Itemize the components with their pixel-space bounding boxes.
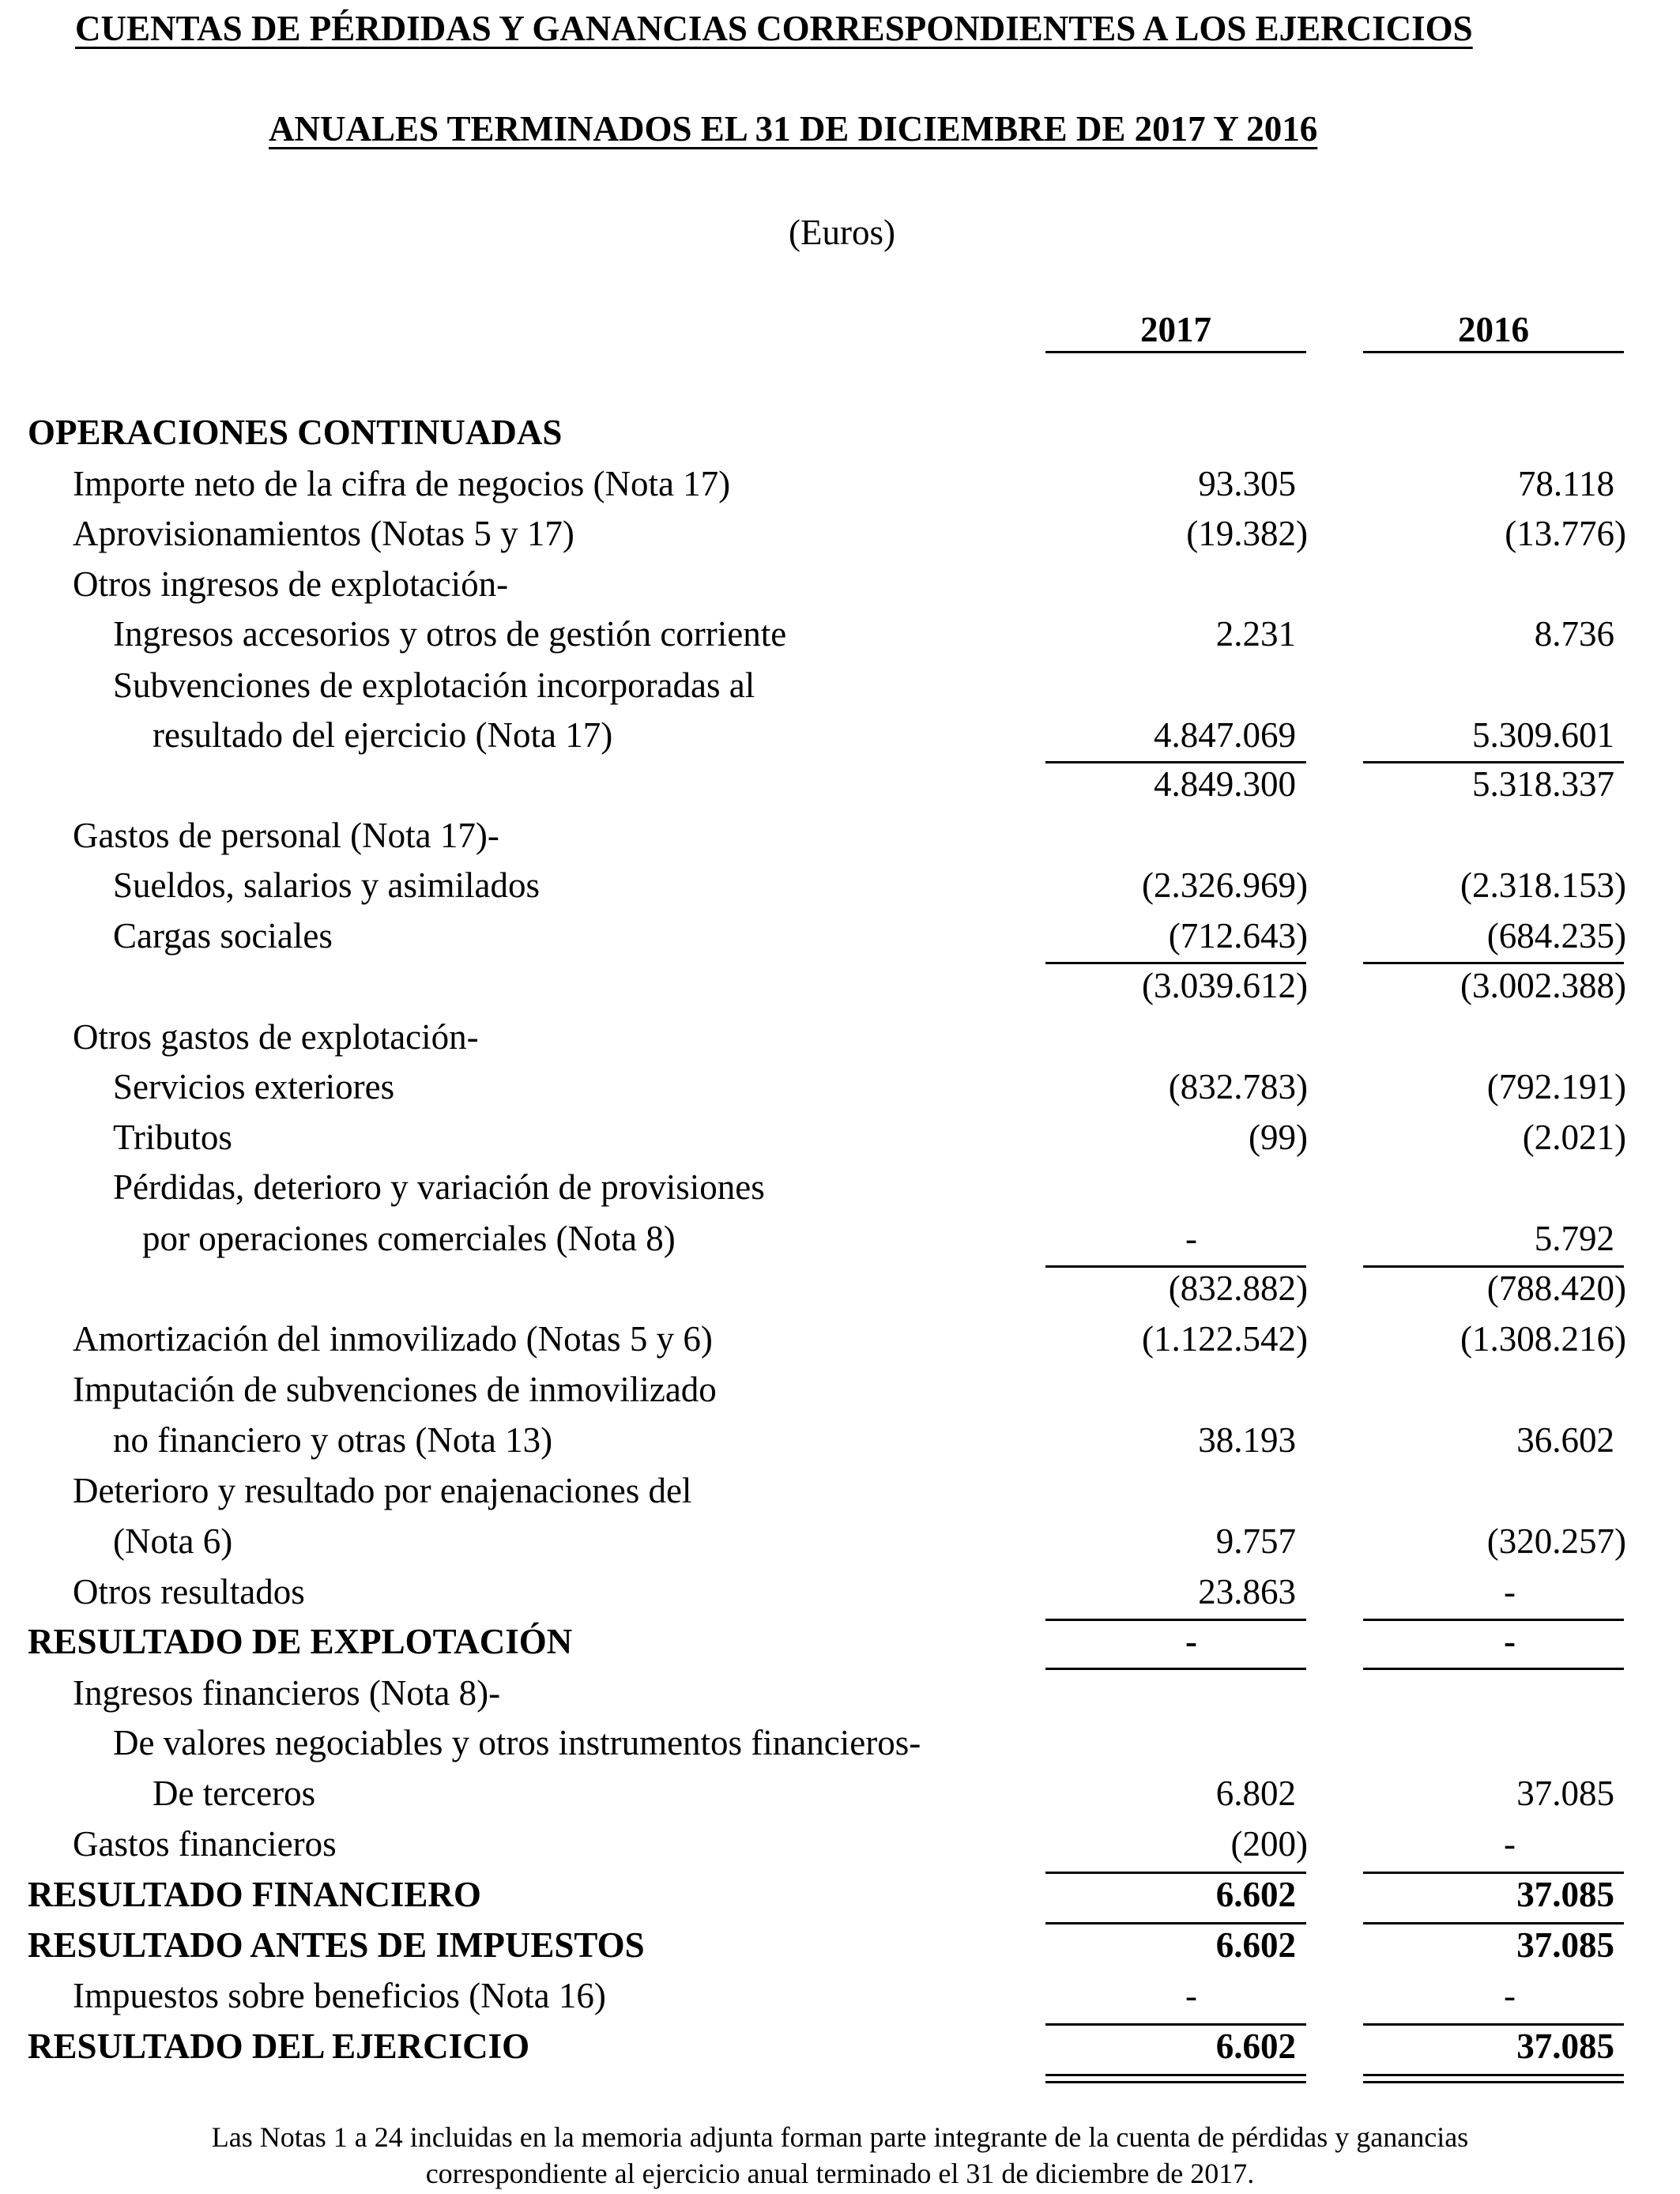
- row-label: OPERACIONES CONTINUADAS: [28, 413, 563, 452]
- total-rule-2016: [1363, 761, 1624, 763]
- title-line-1: CUENTAS DE PÉRDIDAS Y GANANCIAS CORRESPONDIENTES A LOS EJERCICIOS: [75, 9, 1473, 48]
- row-value-2017: (200): [1230, 1824, 1308, 1864]
- total-rule-2017: [1045, 1872, 1306, 1874]
- row-value-2016: 5.318.337: [1472, 764, 1614, 804]
- row-label: Subvenciones de explotación incorporadas al: [113, 665, 755, 705]
- row-label: no financiero y otras (Nota 13): [113, 1420, 553, 1460]
- total-rule-2017: [1045, 761, 1306, 763]
- row-value-2017: 4.847.069: [1154, 715, 1296, 755]
- row-value-2016: (2.021): [1522, 1118, 1626, 1157]
- double-rule-2017: [1045, 2081, 1306, 2083]
- total-rule-2016: [1363, 1668, 1624, 1670]
- row-value-2016: (684.235): [1486, 916, 1626, 956]
- total-rule-2016: [1363, 1619, 1624, 1621]
- row-value-2017: (712.643): [1168, 916, 1308, 956]
- row-label: RESULTADO DE EXPLOTACIÓN: [28, 1622, 573, 1661]
- total-rule-2017: [1045, 1922, 1306, 1924]
- row-value-2017: 23.863: [1198, 1572, 1296, 1612]
- row-label: Impuestos sobre beneficios (Nota 16): [73, 1976, 606, 2015]
- row-label: (Nota 6): [113, 1521, 233, 1561]
- row-value-2016: (320.257): [1486, 1521, 1626, 1561]
- total-rule-2017: [1045, 1619, 1306, 1621]
- row-label: Ingresos accesorios y otros de gestión corriente: [113, 614, 787, 654]
- footnote-line-2: correspondiente al ejercicio anual terminado el 31 de diciembre de 2017.: [425, 2158, 1255, 2189]
- row-value-2016: (2.318.153): [1460, 865, 1626, 905]
- column-header-rule-2016: [1363, 351, 1624, 353]
- row-label: Ingresos financieros (Nota 8)-: [73, 1673, 501, 1713]
- row-value-2016: -: [1504, 1622, 1516, 1661]
- row-value-2016: 5.792: [1534, 1219, 1614, 1258]
- row-value-2016: 5.309.601: [1472, 715, 1614, 755]
- row-value-2016: (788.420): [1486, 1269, 1626, 1308]
- row-value-2017: 6.602: [1215, 1925, 1296, 1965]
- row-value-2016: -: [1504, 1976, 1516, 2015]
- row-value-2016: 36.602: [1516, 1420, 1614, 1460]
- total-rule-2017: [1045, 962, 1306, 964]
- row-value-2016: (792.191): [1486, 1067, 1626, 1106]
- row-value-2017: (1.122.542): [1142, 1319, 1308, 1359]
- row-label: Pérdidas, deterioro y variación de provisiones: [113, 1167, 765, 1207]
- row-label: Deterioro y resultado por enajenaciones del: [73, 1471, 692, 1510]
- row-value-2017: 4.849.300: [1154, 764, 1296, 804]
- row-value-2017: (19.382): [1186, 514, 1308, 553]
- double-rule-2016: [1363, 2081, 1624, 2083]
- row-value-2016: 37.085: [1516, 1774, 1614, 1813]
- row-label: Otros gastos de explotación-: [73, 1017, 479, 1057]
- row-value-2017: 2.231: [1215, 614, 1296, 654]
- row-label: Importe neto de la cifra de negocios (Nota 17): [73, 464, 731, 503]
- row-label: RESULTADO ANTES DE IMPUESTOS: [28, 1925, 645, 1965]
- row-label: Sueldos, salarios y asimilados: [113, 865, 540, 905]
- row-value-2016: 37.085: [1516, 1925, 1614, 1965]
- row-value-2017: -: [1185, 1219, 1197, 1258]
- row-value-2016: 37.085: [1516, 2026, 1614, 2066]
- row-label: Tributos: [113, 1118, 232, 1157]
- row-label: Otros resultados: [73, 1572, 305, 1612]
- row-value-2017: (99): [1249, 1118, 1308, 1157]
- row-value-2016: 37.085: [1516, 1875, 1614, 1914]
- title-line-2: ANUALES TERMINADOS EL 31 DE DICIEMBRE DE 2017 Y 2016: [269, 109, 1318, 149]
- row-value-2017: -: [1185, 1976, 1197, 2015]
- column-header-rule-2017: [1045, 351, 1306, 353]
- row-label: por operaciones comerciales (Nota 8): [142, 1219, 676, 1258]
- row-value-2017: -: [1185, 1622, 1197, 1661]
- column-header-2016: 2016: [1458, 310, 1529, 349]
- row-label: RESULTADO FINANCIERO: [28, 1875, 481, 1914]
- total-rule-2016: [1363, 2023, 1624, 2026]
- row-value-2017: 9.757: [1215, 1521, 1296, 1561]
- row-label: De valores negociables y otros instrumentos financieros-: [113, 1723, 921, 1762]
- double-rule-2017: [1045, 2074, 1306, 2076]
- row-value-2016: -: [1504, 1824, 1516, 1864]
- row-label: Cargas sociales: [113, 916, 333, 956]
- row-value-2017: 6.602: [1215, 1875, 1296, 1914]
- row-value-2016: (1.308.216): [1460, 1319, 1626, 1359]
- row-value-2017: (832.882): [1168, 1269, 1308, 1308]
- total-rule-2017: [1045, 1265, 1306, 1268]
- total-rule-2017: [1045, 1668, 1306, 1670]
- column-header-2017: 2017: [1140, 310, 1211, 349]
- row-value-2016: (13.776): [1505, 514, 1626, 553]
- row-label: De terceros: [153, 1774, 316, 1813]
- row-value-2017: 38.193: [1198, 1420, 1296, 1460]
- row-value-2017: 6.802: [1215, 1774, 1296, 1813]
- total-rule-2017: [1045, 2023, 1306, 2026]
- row-value-2017: (832.783): [1168, 1067, 1308, 1106]
- row-value-2017: (2.326.969): [1142, 865, 1308, 905]
- row-label: Gastos financieros: [73, 1824, 337, 1864]
- row-label: Aprovisionamientos (Notas 5 y 17): [73, 514, 574, 553]
- row-label: Amortización del inmovilizado (Notas 5 y 6): [73, 1319, 713, 1359]
- row-value-2016: -: [1504, 1572, 1516, 1612]
- row-value-2017: (3.039.612): [1142, 966, 1308, 1005]
- row-value-2017: 6.602: [1215, 2026, 1296, 2066]
- total-rule-2016: [1363, 962, 1624, 964]
- row-value-2016: 8.736: [1534, 614, 1614, 654]
- footnote-line-1: Las Notas 1 a 24 incluidas en la memoria adjunta forman parte integrante de la cuenta de pérdidas y ganancias: [211, 2121, 1469, 2153]
- row-value-2017: 93.305: [1198, 464, 1296, 503]
- row-label: Servicios exteriores: [113, 1067, 395, 1106]
- total-rule-2016: [1363, 1265, 1624, 1268]
- double-rule-2016: [1363, 2074, 1624, 2076]
- row-label: Imputación de subvenciones de inmovilizado: [73, 1370, 717, 1409]
- currency-label: (Euros): [789, 213, 895, 252]
- row-label: Gastos de personal (Nota 17)-: [73, 816, 499, 855]
- row-label: Otros ingresos de explotación-: [73, 564, 509, 604]
- row-value-2016: (3.002.388): [1460, 966, 1626, 1005]
- row-label: RESULTADO DEL EJERCICIO: [28, 2026, 530, 2066]
- row-label: resultado del ejercicio (Nota 17): [153, 715, 613, 755]
- total-rule-2016: [1363, 1922, 1624, 1924]
- row-value-2016: 78.118: [1517, 464, 1614, 503]
- total-rule-2016: [1363, 1872, 1624, 1874]
